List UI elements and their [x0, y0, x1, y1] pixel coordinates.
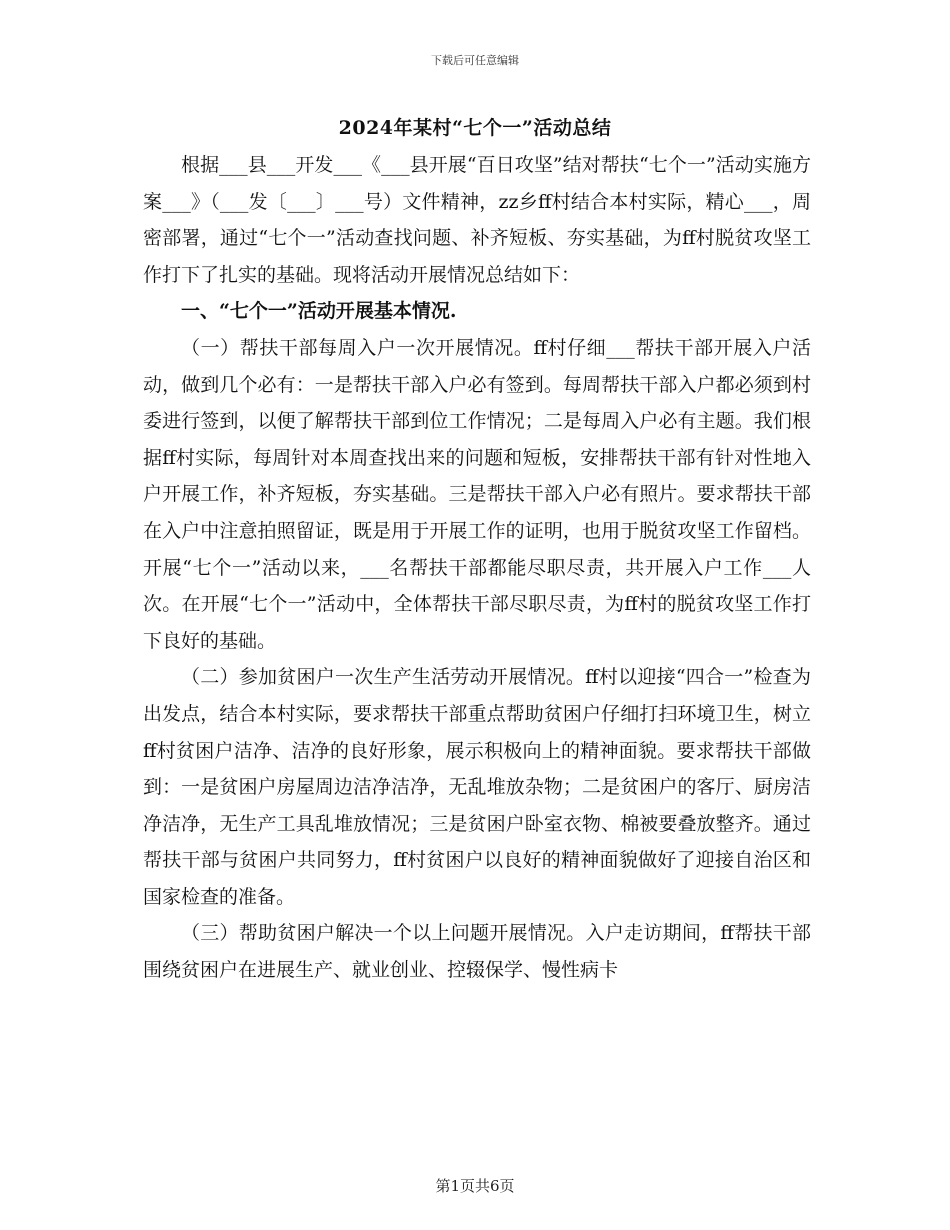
- page-header: 下载后可任意编辑: [431, 54, 519, 67]
- page-number: 第1页共6页: [435, 1177, 515, 1195]
- section-heading: 一、“七个一”活动开展基本情况.: [181, 300, 457, 323]
- intro-paragraph: 根据___县___开发___《___县开展“百日攻坚”结对帮扶“七个一”活动实施方案___》（___发〔___〕___号）文件精神，zz乡ff村结合本村实际，精心___，周密部署，通过“七个一”活动查找问题、补齐短板、夯实基础，为ff村脱贫攻坚工作打下了扎实的基础。现将活动开展情况总结如下：: [143, 154, 811, 286]
- section-paragraph-2: （二）参加贫困户一次生产生活劳动开展情况。ff村以迎接“四合一”检查为出发点，结合本村实际，要求帮扶干部重点帮助贫困户仔细打扫环境卫生，树立ff村贫困户洁净、洁净的良好形象，展示积极向上的精神面貌。要求帮扶干部做到：一是贫困户房屋周边洁净洁净，无乱堆放杂物；二是贫困户的客厅、厨房洁净洁净，无生产工具乱堆放情况；三是贫困户卧室衣物、棉被要叠放整齐。通过帮扶干部与贫困户共同努力，ff村贫困户以良好的精神面貌做好了迎接自治区和国家检查的准备。: [143, 666, 811, 908]
- document-body: [143, 147, 811, 989]
- document-title: 2024年某村“七个一”活动总结: [338, 117, 612, 139]
- section-paragraph-3: （三）帮助贫困户解决一个以上问题开展情况。入户走访期间，ff帮扶干部围绕贫困户在进展生产、就业创业、控辍保学、慢性病卡: [143, 922, 811, 982]
- section-paragraph-1: （一）帮扶干部每周入户一次开展情况。ff村仔细___帮扶干部开展入户活动，做到几个必有：一是帮扶干部入户必有签到。每周帮扶干部入户都必须到村委进行签到，以便了解帮扶干部到位工作情况；二是每周入户必有主题。我们根据ff村实际，每周针对本周查找出来的问题和短板，安排帮扶干部有针对性地入户开展工作，补齐短板，夯实基础。三是帮扶干部入户必有照片。要求帮扶干部在入户中注意拍照留证，既是用于开展工作的证明，也用于脱贫攻坚工作留档。开展“七个一”活动以来，___名帮扶干部都能尽职尽责，共开展入户工作___人次。在开展“七个一”活动中，全体帮扶干部尽职尽责，为ff村的脱贫攻坚工作打下良好的基础。: [143, 336, 811, 652]
